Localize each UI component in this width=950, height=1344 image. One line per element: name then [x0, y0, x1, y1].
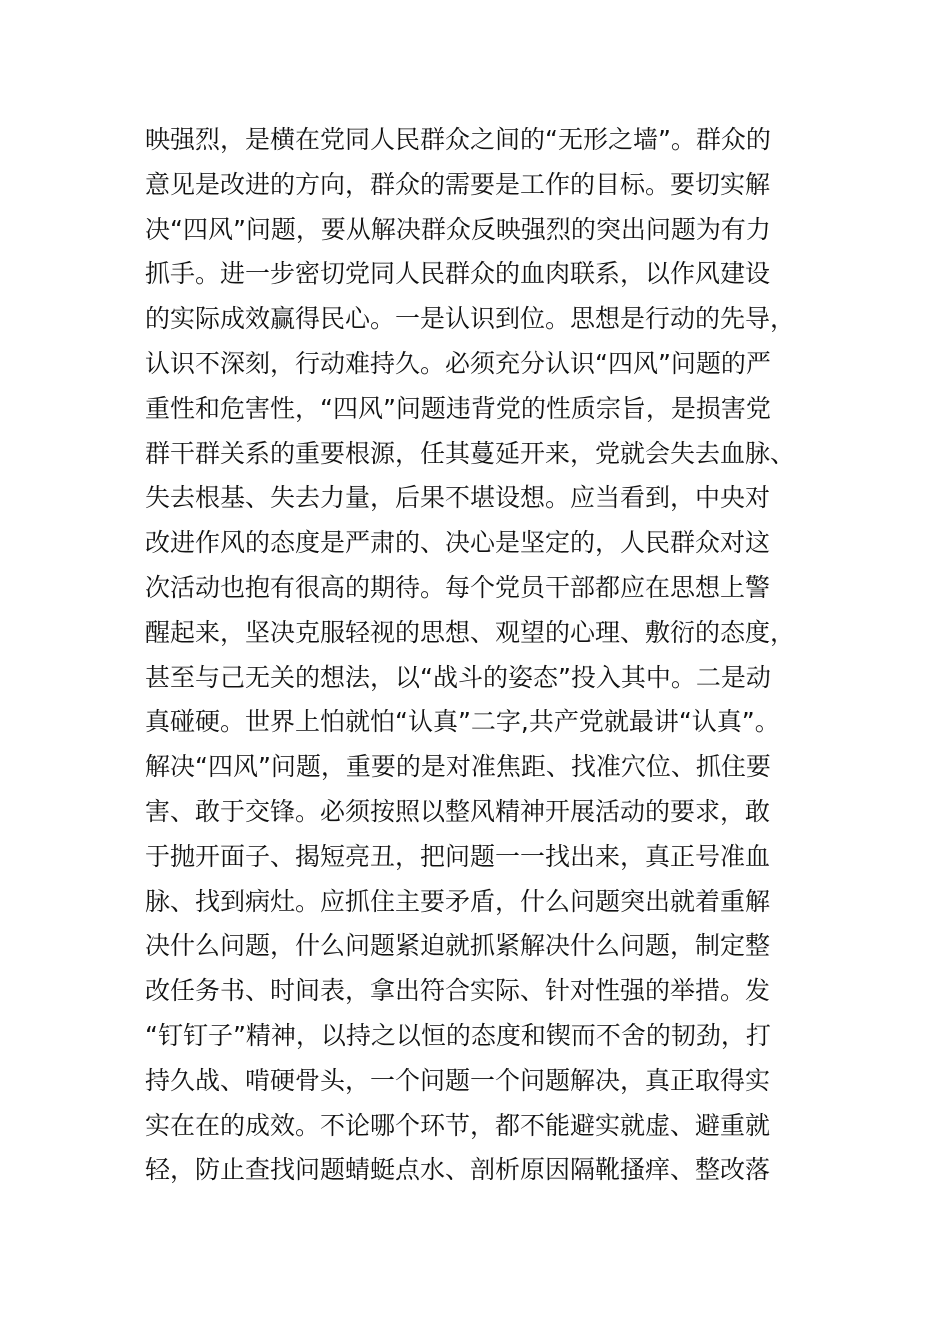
- text-line: 甚至与己无关的想法，以“战斗的姿态”投入其中。二是动: [145, 662, 771, 692]
- text-line: 轻，防止查找问题蜻蜓点水、剖析原因隔靴搔痒、整改落: [145, 1155, 771, 1185]
- text-line: 脉、找到病灶。应抓住主要矛盾，什么问题突出就着重解: [145, 886, 771, 916]
- text-line: 醒起来，坚决克服轻视的思想、观望的心理、敷衍的态度，: [145, 617, 796, 647]
- text-line: 真碰硬。世界上怕就怕“认真”二字,共产党就最讲“认真”。: [145, 707, 780, 737]
- text-line: 决什么问题，什么问题紧迫就抓紧解决什么问题，制定整: [145, 931, 771, 961]
- text-line: 实在在的成效。不论哪个环节，都不能避实就虚、避重就: [145, 1110, 771, 1140]
- text-line: 群干群关系的重要根源，任其蔓延开来，党就会失去血脉、: [145, 438, 796, 468]
- text-line: 重性和危害性，“四风”问题违背党的性质宗旨，是损害党: [145, 393, 771, 423]
- text-line: 改任务书、时间表，拿出符合实际、针对性强的举措。发: [145, 976, 771, 1006]
- text-line: 解决“四风”问题，重要的是对准焦距、找准穴位、抓住要: [145, 752, 771, 782]
- body-text: [145, 118, 825, 1193]
- text-line: 认识不深刻，行动难持久。必须充分认识“四风”问题的严: [145, 348, 771, 378]
- text-line: 害、敢于交锋。必须按照以整风精神开展活动的要求，敢: [145, 796, 771, 826]
- text-line: 映强烈，是横在党同人民群众之间的“无形之墙”。群众的: [145, 125, 771, 154]
- text-line: 次活动也抱有很高的期待。每个党员干部都应在思想上警: [145, 572, 771, 602]
- text-line: 的实际成效赢得民心。一是认识到位。思想是行动的先导，: [145, 304, 796, 334]
- text-line: 持久战、啃硬骨头，一个问题一个问题解决，真正取得实: [145, 1065, 771, 1095]
- text-line: “钉钉子”精神，以持之以恒的态度和锲而不舍的韧劲，打: [145, 1020, 771, 1050]
- text-line: 决“四风”问题，要从解决群众反映强烈的突出问题为有力: [145, 214, 771, 244]
- text-line: 抓手。进一步密切党同人民群众的血肉联系，以作风建设: [145, 259, 771, 289]
- text-line: 失去根基、失去力量，后果不堪设想。应当看到，中央对: [145, 483, 771, 513]
- text-line: 于抛开面子、揭短亮丑，把问题一一找出来，真正号准血: [145, 841, 771, 871]
- text-line: 意见是改进的方向，群众的需要是工作的目标。要切实解: [145, 169, 771, 199]
- text-line: 改进作风的态度是严肃的、决心是坚定的，人民群众对这: [145, 528, 771, 558]
